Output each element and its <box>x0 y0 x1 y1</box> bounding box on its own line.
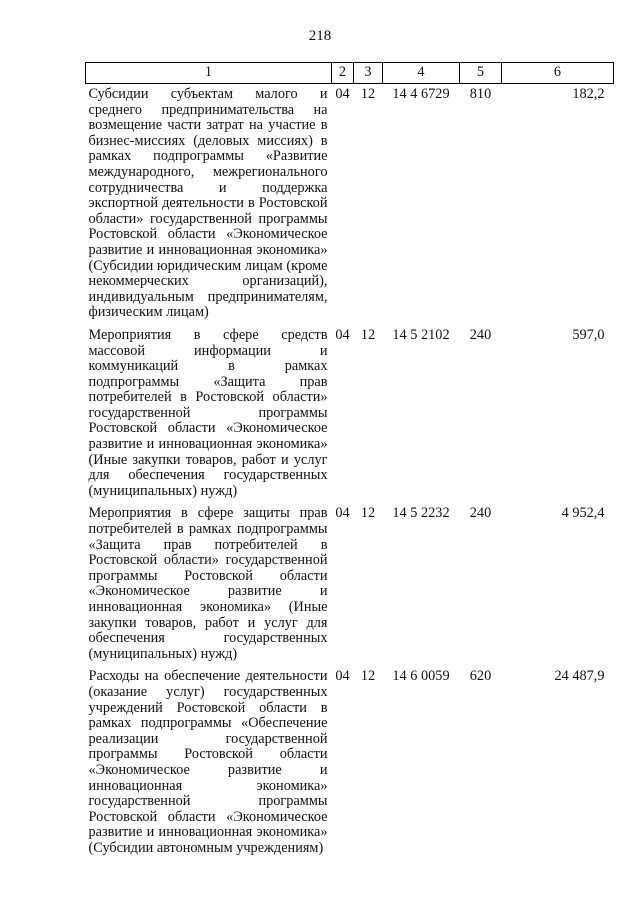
row-expense-type: 240 <box>469 505 492 522</box>
page-number: 218 <box>308 28 332 44</box>
table-row <box>86 84 614 325</box>
row-description: Мероприятия в сфере средств массовой информации и коммуникаций в рамках подпрограммы «Защита прав потребителей в Ростовской области» государственной программы Ростовской области «Экономическое развитие и инновационная экономика» (Иные закупки товаров, работ и услуг для обеспечения государственных (муниципальных) нужд) <box>88 326 328 499</box>
row-target-item: 14 5 2102 <box>392 326 450 343</box>
row-section-code: 04 <box>335 326 350 343</box>
header-cell-5: 5 <box>460 63 502 84</box>
table-row <box>86 666 614 860</box>
row-subsection-code: 12 <box>360 505 376 522</box>
row-expense-type: 810 <box>469 86 492 102</box>
row-subsection-code: 12 <box>360 326 376 343</box>
header-cell-4: 4 <box>383 63 460 84</box>
row-amount: 24 487,9 <box>554 668 605 685</box>
header-cell-3: 3 <box>354 63 383 84</box>
table-row <box>86 503 614 666</box>
table-header-row <box>86 63 614 84</box>
row-target-item: 14 5 2232 <box>392 505 450 522</box>
row-description: Субсидии субъектам малого и среднего предпринимательства на возмещение части затрат на участие в бизнес-миссиях (деловых миссиях) в рамках подпрограммы «Развитие международного, межрегионального сотрудничества и поддержка экспортной деятельности в Ростовской области» государственной программы Ростовской области «Экономическое развитие и инновационная экономика» (Субсидии юридическим лицам (кроме некоммерческих организаций), индивидуальным предпринимателям, физическим лицам) <box>88 86 328 321</box>
row-subsection-code: 12 <box>360 668 376 685</box>
row-description: Расходы на обеспечение деятельности (оказание услуг) государственных учреждений Ростовской области в рамках подпрограммы «Обеспечение реализации государственной программы Ростовской области «Экономическое развитие и инновационная экономика» государственной программы Ростовской области «Экономическое развитие и инновационная экономика» (Субсидии автономным учреждениям) <box>88 668 328 856</box>
header-cell-6: 6 <box>502 63 614 84</box>
row-amount: 182,2 <box>572 86 605 102</box>
row-expense-type: 620 <box>469 668 492 685</box>
row-target-item: 14 6 0059 <box>392 668 450 685</box>
table-row <box>86 325 614 504</box>
row-section-code: 04 <box>335 86 350 102</box>
row-section-code: 04 <box>335 668 350 685</box>
row-amount: 597,0 <box>572 326 605 343</box>
row-target-item: 14 4 6729 <box>392 86 450 102</box>
header-cell-2: 2 <box>332 63 354 84</box>
row-expense-type: 240 <box>469 326 492 343</box>
row-amount: 4 952,4 <box>561 505 605 522</box>
budget-table <box>85 62 614 861</box>
header-cell-1: 1 <box>86 63 332 84</box>
row-description: Мероприятия в сфере защиты прав потребителей в рамках подпрограммы «Защита прав потребителей в Ростовской области» государственной программы Ростовской области «Экономическое развитие и инновационная экономика» (Иные закупки товаров, работ и услуг для обеспечения государственных (муниципальных) нужд) <box>88 505 328 662</box>
row-subsection-code: 12 <box>360 86 376 102</box>
row-section-code: 04 <box>335 505 350 522</box>
